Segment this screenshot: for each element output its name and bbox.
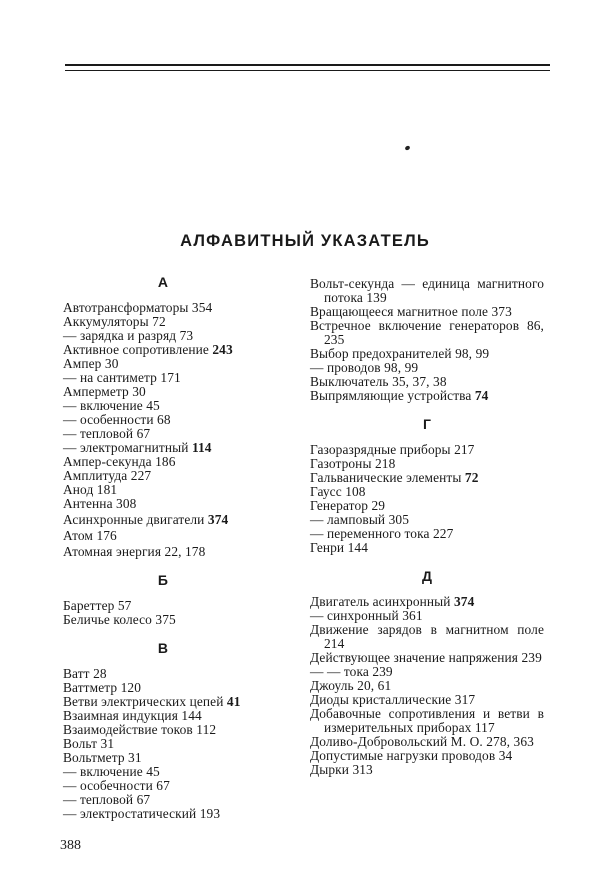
entry-text: — тепловой 67: [63, 792, 151, 807]
entry-text: — тепловой 67: [63, 426, 151, 441]
section-letter: Б: [157, 572, 169, 588]
entry-text: Вращающееся магнитное поле 373: [310, 304, 512, 319]
index-entry: [310, 623, 544, 651]
entry-text: Газоразрядные приборы 217: [310, 442, 475, 457]
index-entry: [63, 529, 288, 543]
entry-text: Беличье колесо 375: [63, 612, 176, 627]
entry-text: — синхронный 361: [310, 608, 423, 623]
entry-text: — проводов 98, 99: [310, 360, 419, 375]
index-entry: [310, 665, 544, 679]
print-speck: [404, 145, 410, 151]
section-letter: Г: [422, 416, 432, 432]
entry-text: Вольт 31: [63, 736, 115, 751]
index-entry: [310, 471, 544, 485]
entry-text: Добавочные сопротивления и ветви в измерительных приборах 117: [310, 706, 544, 735]
entry-text: Выпрямляющие устройства: [310, 388, 475, 403]
entry-text: — включение 45: [63, 398, 160, 413]
index-entry: [63, 329, 288, 343]
entry-page-bold: 243: [212, 342, 233, 357]
entry-text: Движение зарядов в магнитном поле 214: [310, 622, 544, 651]
index-entry: [63, 357, 288, 371]
entry-text: Газотроны 218: [310, 456, 396, 471]
index-entry: [63, 441, 288, 455]
entry-text: Ветви электрических цепей: [63, 694, 227, 709]
entry-text: Асинхронные двигатели: [63, 512, 208, 527]
index-entry: [310, 443, 544, 457]
index-entry: [310, 595, 544, 609]
entry-text: — особечности 67: [63, 778, 170, 793]
index-entry: [63, 343, 288, 357]
index-entry: [63, 427, 288, 441]
entry-text: — электростатический 193: [63, 806, 221, 821]
entry-page-bold: 114: [191, 440, 212, 455]
entry-text: Атом 176: [63, 528, 117, 543]
entry-page-bold: 72: [464, 470, 479, 485]
entry-text: Вольт-секунда — единица магнитного потока 139: [310, 276, 544, 305]
index-entry: [63, 695, 288, 709]
index-entry: [63, 513, 288, 527]
entry-text: — на сантиметр 171: [63, 370, 181, 385]
index-entry: [63, 793, 288, 807]
top-rule-thick: [65, 64, 550, 66]
index-entry: [310, 609, 544, 623]
index-section: [63, 275, 288, 559]
index-entry: [63, 723, 288, 737]
entry-text: Встречное включение генераторов 86, 235: [310, 318, 544, 347]
index-entry: [63, 455, 288, 469]
entry-text: — электромагнитный: [63, 440, 192, 455]
entry-text: Автотрансформаторы 354: [63, 300, 213, 315]
index-entry: [63, 599, 288, 613]
index-entry: [63, 497, 288, 511]
entry-text: — переменного тока 227: [310, 526, 454, 541]
index-entry: [310, 499, 544, 513]
index-entry: [310, 347, 544, 361]
entry-text: Ваттметр 120: [63, 680, 141, 695]
entry-text: Гаусс 108: [310, 484, 366, 499]
index-entry: [310, 319, 544, 347]
entry-text: Диоды кристаллические 317: [310, 692, 476, 707]
entry-text: Амплитуда 227: [63, 468, 152, 483]
index-entry: [63, 709, 288, 723]
index-entry: [310, 651, 544, 665]
entry-text: Атомная энергия 22, 178: [63, 544, 206, 559]
entry-text: Генри 144: [310, 540, 369, 555]
index-section: [63, 641, 288, 821]
index-entry: [310, 389, 544, 403]
entry-text: Генератор 29: [310, 498, 386, 513]
index-entry: [310, 277, 544, 305]
entry-text: Анод 181: [63, 482, 118, 497]
index-entry: [310, 457, 544, 471]
entry-page-bold: 74: [474, 388, 489, 403]
entry-text: Доливо-Добровольский М. О. 278, 363: [310, 734, 534, 749]
index-entry: [63, 385, 288, 399]
entry-text: Джоуль 20, 61: [310, 678, 392, 693]
page-title: АЛФАВИТНЫЙ УКАЗАТЕЛЬ: [180, 232, 430, 250]
index-entry: [310, 305, 544, 319]
index-entry: [63, 807, 288, 821]
entry-text: Действующее значение напряжения 239: [310, 650, 542, 665]
index-entry: [310, 527, 544, 541]
entry-text: Выключатель 35, 37, 38: [310, 374, 447, 389]
entry-text: — зарядка и разряд 73: [63, 328, 194, 343]
index-entry: [310, 513, 544, 527]
index-entry: [63, 483, 288, 497]
index-entry: [310, 693, 544, 707]
index-entry: [63, 667, 288, 681]
index-entry: [63, 681, 288, 695]
entry-text: Аккумуляторы 72: [63, 314, 166, 329]
index-entry: [63, 413, 288, 427]
index-column-left: [63, 275, 288, 835]
index-entry: [63, 613, 288, 627]
entry-page-bold: 41: [226, 694, 241, 709]
entry-text: Допустимые нагрузки проводов 34: [310, 748, 513, 763]
entry-text: Активное сопротивление: [63, 342, 213, 357]
index-entry: [310, 375, 544, 389]
entry-text: Антенна 308: [63, 496, 137, 511]
index-entry: [63, 371, 288, 385]
entry-text: Двигатель асинхронный: [310, 594, 454, 609]
entry-text: Ампер-секунда 186: [63, 454, 176, 469]
section-letter: В: [157, 640, 169, 656]
entry-text: — ламповый 305: [310, 512, 410, 527]
entry-text: Взаимная индукция 144: [63, 708, 202, 723]
index-entry: [63, 469, 288, 483]
index-section: [310, 569, 544, 777]
entry-text: Амперметр 30: [63, 384, 146, 399]
top-rule-thin: [65, 70, 550, 71]
index-entry: [63, 315, 288, 329]
entry-text: Вольтметр 31: [63, 750, 142, 765]
index-column-right: [310, 277, 544, 791]
index-entry: [310, 707, 544, 735]
entry-page-bold: 374: [454, 594, 475, 609]
index-entry: [63, 779, 288, 793]
section-letter: Д: [421, 568, 433, 584]
index-entry: [63, 751, 288, 765]
index-entry: [310, 679, 544, 693]
index-section: [310, 417, 544, 555]
entry-text: Ампер 30: [63, 356, 119, 371]
index-entry: [310, 361, 544, 375]
index-entry: [63, 545, 288, 559]
entry-text: — включение 45: [63, 764, 160, 779]
index-entry: [310, 485, 544, 499]
index-entry: [310, 735, 544, 749]
section-letter: А: [157, 274, 169, 290]
entry-text: Дырки 313: [310, 762, 373, 777]
entry-text: Гальванические элементы: [310, 470, 465, 485]
index-section: [310, 277, 544, 403]
index-section: [63, 573, 288, 627]
index-entry: [310, 749, 544, 763]
index-entry: [63, 399, 288, 413]
entry-text: Ватт 28: [63, 666, 107, 681]
entry-text: Бареттер 57: [63, 598, 132, 613]
entry-page-bold: 374: [207, 512, 229, 527]
index-entry: [63, 765, 288, 779]
index-entry: [310, 763, 544, 777]
index-entry: [310, 541, 544, 555]
index-entry: [63, 301, 288, 315]
page-number: 388: [60, 838, 81, 853]
entry-text: Выбор предохранителей 98, 99: [310, 346, 490, 361]
index-entry: [63, 737, 288, 751]
entry-text: Взаимодействие токов 112: [63, 722, 217, 737]
entry-text: — — тока 239: [310, 664, 393, 679]
entry-text: — особенности 68: [63, 412, 171, 427]
